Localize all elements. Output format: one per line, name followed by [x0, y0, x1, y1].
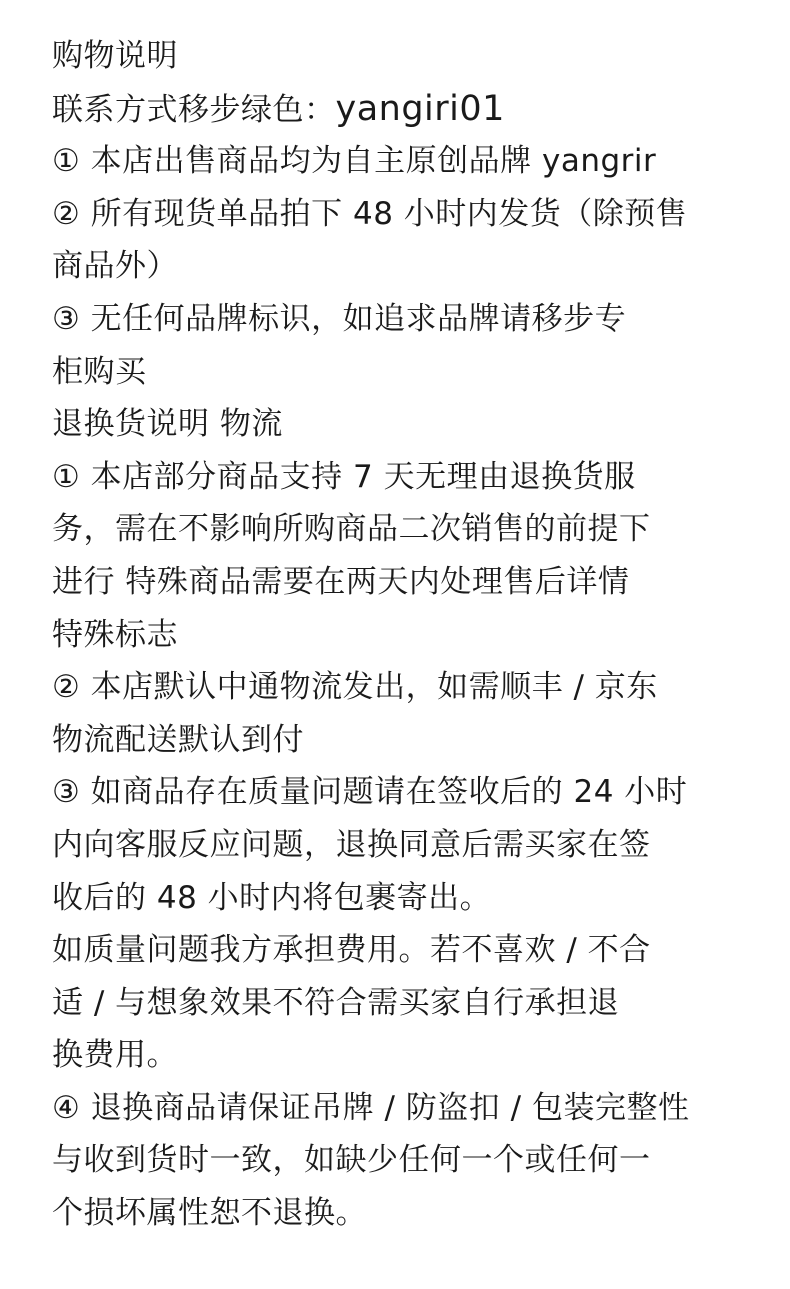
text-line-4: ② 所有现货单品拍下 48 小时内发货（除预售 [52, 195, 688, 232]
text-line-20: 换费用。 [52, 1037, 178, 1074]
text-line-10: 务，需在不影响所购商品二次销售的前提下 [52, 511, 651, 548]
text-line-18: 如质量问题我方承担费用。若不喜欢 / 不合 [52, 932, 651, 969]
text-line-9: ① 本店部分商品支持 7 天无理由退换货服 [52, 458, 636, 495]
text-line-21: ④ 退换商品请保证吊牌 / 防盗扣 / 包装完整性 [52, 1089, 690, 1126]
text-line-15: ③ 如商品存在质量问题请在签收后的 24 小时 [52, 774, 688, 811]
text-line-19: 适 / 与想象效果不符合需买家自行承担退 [52, 984, 620, 1021]
text-line-8: 退换货说明 物流 [52, 406, 283, 443]
text-line-16: 内向客服反应问题，退换同意后需买家在签 [52, 826, 651, 863]
contact-id: yangiri01 [335, 88, 505, 129]
document-body [52, 30, 762, 1240]
text-line-3: ① 本店出售商品均为自主原创品牌 yangrir [52, 143, 657, 180]
text-line-1: 购物说明 [52, 38, 178, 74]
text-line-13: ② 本店默认中通物流发出，如需顺丰 / 京东 [52, 669, 658, 706]
text-line-5: 商品外） [52, 248, 178, 285]
text-line-17: 收后的 48 小时内将包裹寄出。 [52, 879, 492, 916]
text-line-12: 特殊标志 [52, 616, 178, 653]
contact-label: 联系方式移步绿色： [52, 91, 336, 128]
text-line-7: 柜购买 [52, 353, 147, 390]
text-line-11: 进行 特殊商品需要在两天内处理售后详情 [52, 563, 630, 600]
contact-line [52, 83, 762, 136]
text-line-6: ③ 无任何品牌标识，如追求品牌请移步专 [52, 300, 627, 337]
text-line-14: 物流配送默认到付 [52, 721, 304, 758]
text-line-22: 与收到货时一致，如缺少任何一个或任何一 [52, 1142, 651, 1179]
text-line-23: 个损坏属性恕不退换。 [52, 1195, 367, 1232]
